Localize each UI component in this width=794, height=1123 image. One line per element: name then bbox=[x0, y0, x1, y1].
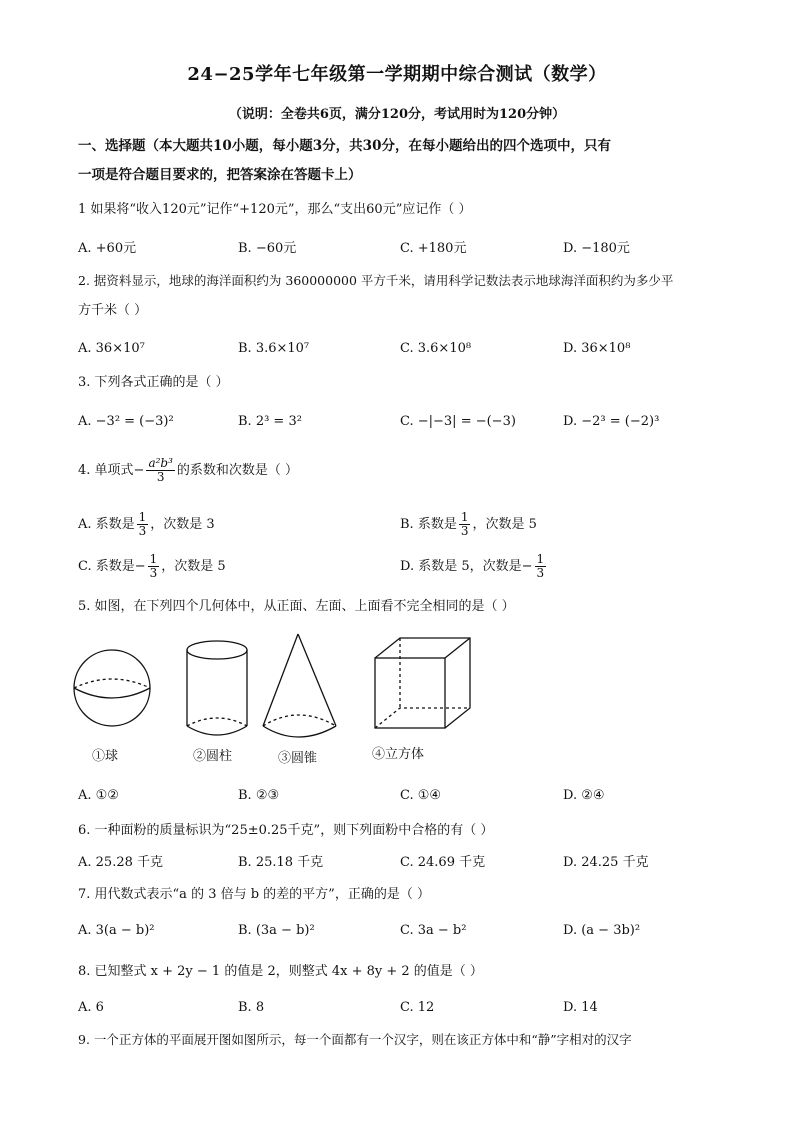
question-2-stem-line2: 方千米（ ） bbox=[78, 303, 148, 318]
q3-option-c[interactable]: C. −|−3| = −(−3) bbox=[400, 414, 516, 429]
question-9-stem: 9. 一个正方体的平面展开图如图所示，每一个面都有一个汉字，则在该正方体中和“静”字相对的汉字 bbox=[78, 1032, 632, 1047]
q8-option-d[interactable]: D. 14 bbox=[563, 1000, 598, 1015]
q2-option-d[interactable]: D. 36×10⁸ bbox=[563, 341, 631, 356]
q3-option-a[interactable]: A. −3² = (−3)² bbox=[78, 414, 174, 429]
q7-option-b[interactable]: B. (3a − b)² bbox=[238, 923, 315, 938]
cone-shape bbox=[263, 634, 336, 737]
question-1-stem: 1 如果将“收入120元”记作“+120元”，那么“支出60元”应记作（ ） bbox=[78, 202, 472, 217]
section-heading-line1: 一、选择题（本大题共10小题，每小题3分，共30分，在每小题给出的四个选项中，只有 bbox=[78, 138, 611, 154]
q6-option-a[interactable]: A. 25.28 千克 bbox=[78, 855, 164, 870]
q8-option-b[interactable]: B. 8 bbox=[238, 1000, 265, 1015]
q1-option-d[interactable]: D. −180元 bbox=[563, 241, 630, 256]
question-5-stem: 5. 如图，在下列四个几何体中，从正面、左面、上面看不完全相同的是（ ） bbox=[78, 599, 515, 614]
q6-option-d[interactable]: D. 24.25 千克 bbox=[563, 855, 649, 870]
page-title: 24−25学年七年级第一学期期中综合测试（数学） bbox=[187, 64, 607, 85]
cube-shape bbox=[375, 638, 470, 728]
q7-option-c[interactable]: C. 3a − b² bbox=[400, 923, 467, 938]
question-7-stem: 7. 用代数式表示“a 的 3 倍与 b 的差的平方”，正确的是（ ） bbox=[78, 887, 430, 902]
q8-option-c[interactable]: C. 12 bbox=[400, 1000, 435, 1015]
cylinder-shape bbox=[187, 641, 247, 735]
q4-option-b[interactable]: B. 系数是 $\frac{1}{3}$ ，次数是 5 bbox=[400, 510, 537, 538]
shape-label-cylinder: ②圆柱 bbox=[193, 749, 233, 764]
q2-option-b[interactable]: B. 3.6×10⁷ bbox=[238, 341, 310, 356]
q4-monomial-fraction: $\frac{\text{a²b³}}{3}$ bbox=[148, 456, 173, 484]
q5-option-b[interactable]: B. ②③ bbox=[238, 788, 280, 803]
q1-option-c[interactable]: C. +180元 bbox=[400, 241, 467, 256]
q3-option-b[interactable]: B. 2³ = 3² bbox=[238, 414, 302, 429]
q1-option-a[interactable]: A. +60元 bbox=[78, 241, 137, 256]
question-4-stem: 4. 单项式− $\frac{\text{a²b³}}{3}$ 的系数和次数是（ ） bbox=[78, 456, 299, 484]
q4-option-d[interactable]: D. 系数是 5，次数是− $\frac{1}{3}$ bbox=[400, 552, 545, 580]
q7-option-a[interactable]: A. 3(a − b)² bbox=[78, 923, 155, 938]
q4-option-c[interactable]: C. 系数是− $\frac{1}{3}$ ，次数是 5 bbox=[78, 552, 226, 580]
question-8-stem: 8. 已知整式 x + 2y − 1 的值是 2，则整式 4x + 8y + 2 的值是（ ） bbox=[78, 964, 483, 979]
q5-option-a[interactable]: A. ①② bbox=[78, 788, 119, 803]
geometric-solids-figure bbox=[70, 630, 490, 750]
q4-stem-prefix: 4. 单项式 bbox=[78, 463, 134, 478]
shape-label-cube: ④立方体 bbox=[372, 747, 425, 762]
q5-option-d[interactable]: D. ②④ bbox=[563, 788, 605, 803]
question-2-stem-line1: 2. 据资料显示，地球的海洋面积约为 360000000 平方千米，请用科学记数法表示地球海洋面积约为多少平 bbox=[78, 273, 674, 288]
q2-option-c[interactable]: C. 3.6×10⁸ bbox=[400, 341, 472, 356]
q7-option-d[interactable]: D. (a − 3b)² bbox=[563, 923, 641, 938]
shape-label-sphere: ①球 bbox=[92, 749, 119, 764]
q6-option-b[interactable]: B. 25.18 千克 bbox=[238, 855, 324, 870]
q3-option-d[interactable]: D. −2³ = (−2)³ bbox=[563, 414, 660, 429]
q4-stem-suffix: 的系数和次数是（ ） bbox=[176, 463, 299, 478]
q5-option-c[interactable]: C. ①④ bbox=[400, 788, 442, 803]
sphere-shape bbox=[74, 650, 150, 726]
q6-option-c[interactable]: C. 24.69 千克 bbox=[400, 855, 486, 870]
question-3-stem: 3. 下列各式正确的是（ ） bbox=[78, 375, 229, 390]
q1-option-b[interactable]: B. −60元 bbox=[238, 241, 297, 256]
q8-option-a[interactable]: A. 6 bbox=[78, 1000, 104, 1015]
section-heading-line2: 一项是符合题目要求的，把答案涂在答题卡上） bbox=[78, 167, 362, 183]
question-6-stem: 6. 一种面粉的质量标识为“25±0.25千克”，则下列面粉中合格的有（ ） bbox=[78, 823, 494, 838]
shape-label-cone: ③圆锥 bbox=[278, 751, 318, 766]
exam-instructions: （说明：全卷共6页，满分120分，考试用时为120分钟） bbox=[228, 107, 566, 122]
q4-option-a[interactable]: A. 系数是 $\frac{1}{3}$ ，次数是 3 bbox=[78, 510, 215, 538]
q2-option-a[interactable]: A. 36×10⁷ bbox=[78, 341, 145, 356]
